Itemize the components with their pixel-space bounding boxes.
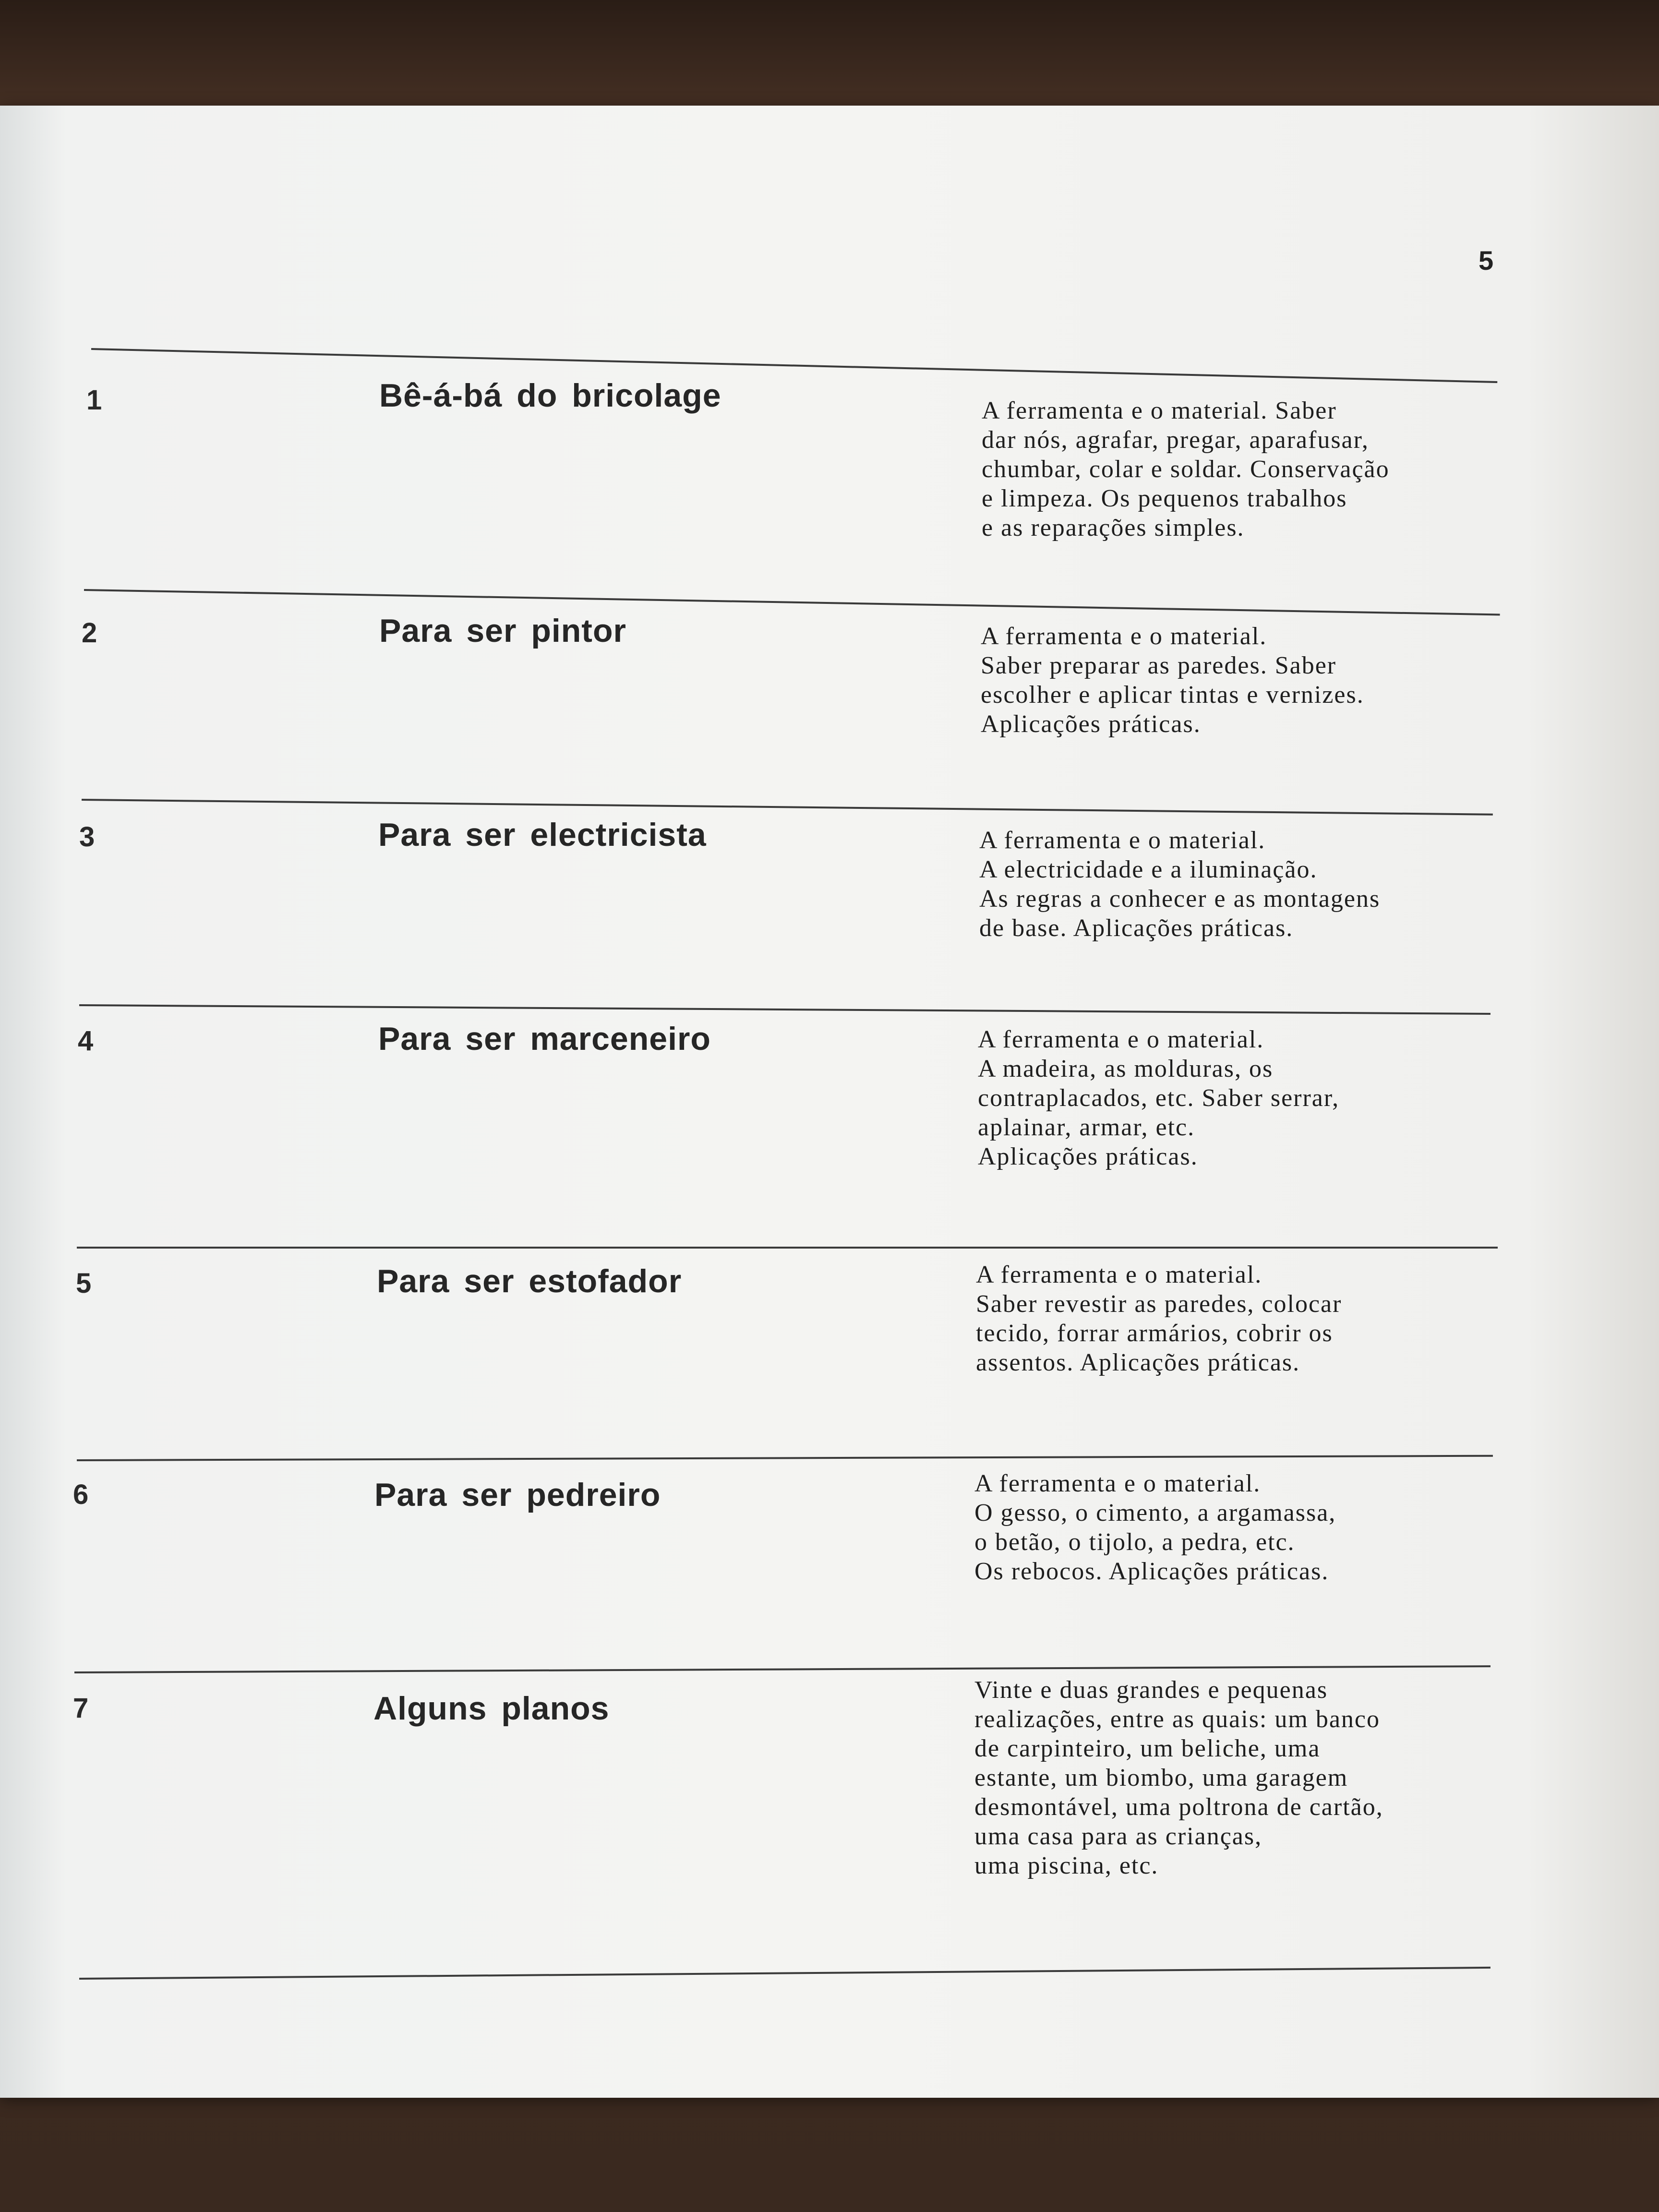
entry-number: 4 (78, 1025, 94, 1057)
entry-number: 6 (73, 1479, 89, 1510)
divider-rule (82, 799, 1493, 816)
entry-title: Para ser pintor (379, 613, 626, 649)
entry-number: 5 (76, 1268, 92, 1299)
divider-rule (79, 1004, 1491, 1015)
entry-description: A ferramenta e o material. Saber preparar as paredes. Saber escolher e aplicar tintas e vernizes. Aplicações práticas. (981, 623, 1364, 738)
entry-number: 2 (82, 617, 97, 649)
entry-number: 7 (73, 1693, 89, 1724)
entry-title: Bê-á-bá do bricolage (379, 377, 721, 414)
divider-rule (79, 1967, 1491, 1980)
divider-rule (84, 589, 1500, 615)
divider-rule (77, 1247, 1498, 1249)
entry-description: A ferramenta e o material. A madeira, as molduras, os contraplacados, etc. Saber serrar, aplainar, armar, etc. Aplicações práticas. (978, 1026, 1340, 1170)
entry-description: Vinte e duas grandes e pequenas realizações, entre as quais: um banco de carpinteiro, um beliche, uma estante, um biombo, uma garagem desmontável, uma poltrona de cartão, uma casa para as crianças, uma piscina, etc. (974, 1676, 1383, 1879)
page-number: 5 (1479, 245, 1494, 276)
entry-title: Para ser electricista (378, 817, 707, 853)
entry-description: A ferramenta e o material. A electricidade e a iluminação. As regras a conhecer e as montagens de base. Aplicações práticas. (979, 827, 1381, 942)
entry-description: A ferramenta e o material. O gesso, o cimento, a argamassa, o betão, o tijolo, a pedra, etc. Os rebocos. Aplicações práticas. (974, 1470, 1336, 1585)
entry-title: Para ser estofador (377, 1263, 682, 1299)
entry-title: Para ser marceneiro (378, 1021, 711, 1057)
divider-rule (74, 1665, 1491, 1673)
divider-rule (77, 1455, 1493, 1461)
entry-number: 1 (86, 385, 102, 416)
entry-description: A ferramenta e o material. Saber revestir as paredes, colocar tecido, forrar armários, cobrir os assentos. Aplicações práticas. (976, 1261, 1342, 1376)
entry-description: A ferramenta e o material. Saber dar nós, agrafar, pregar, aparafusar, chumbar, colar e soldar. Conservação e limpeza. Os pequenos trabalhos e as reparações simples. (982, 397, 1390, 541)
entry-title: Para ser pedreiro (374, 1477, 661, 1513)
book-page (0, 106, 1659, 2098)
entry-number: 3 (79, 821, 95, 853)
divider-rule (91, 348, 1497, 383)
entry-title: Alguns planos (373, 1690, 610, 1727)
